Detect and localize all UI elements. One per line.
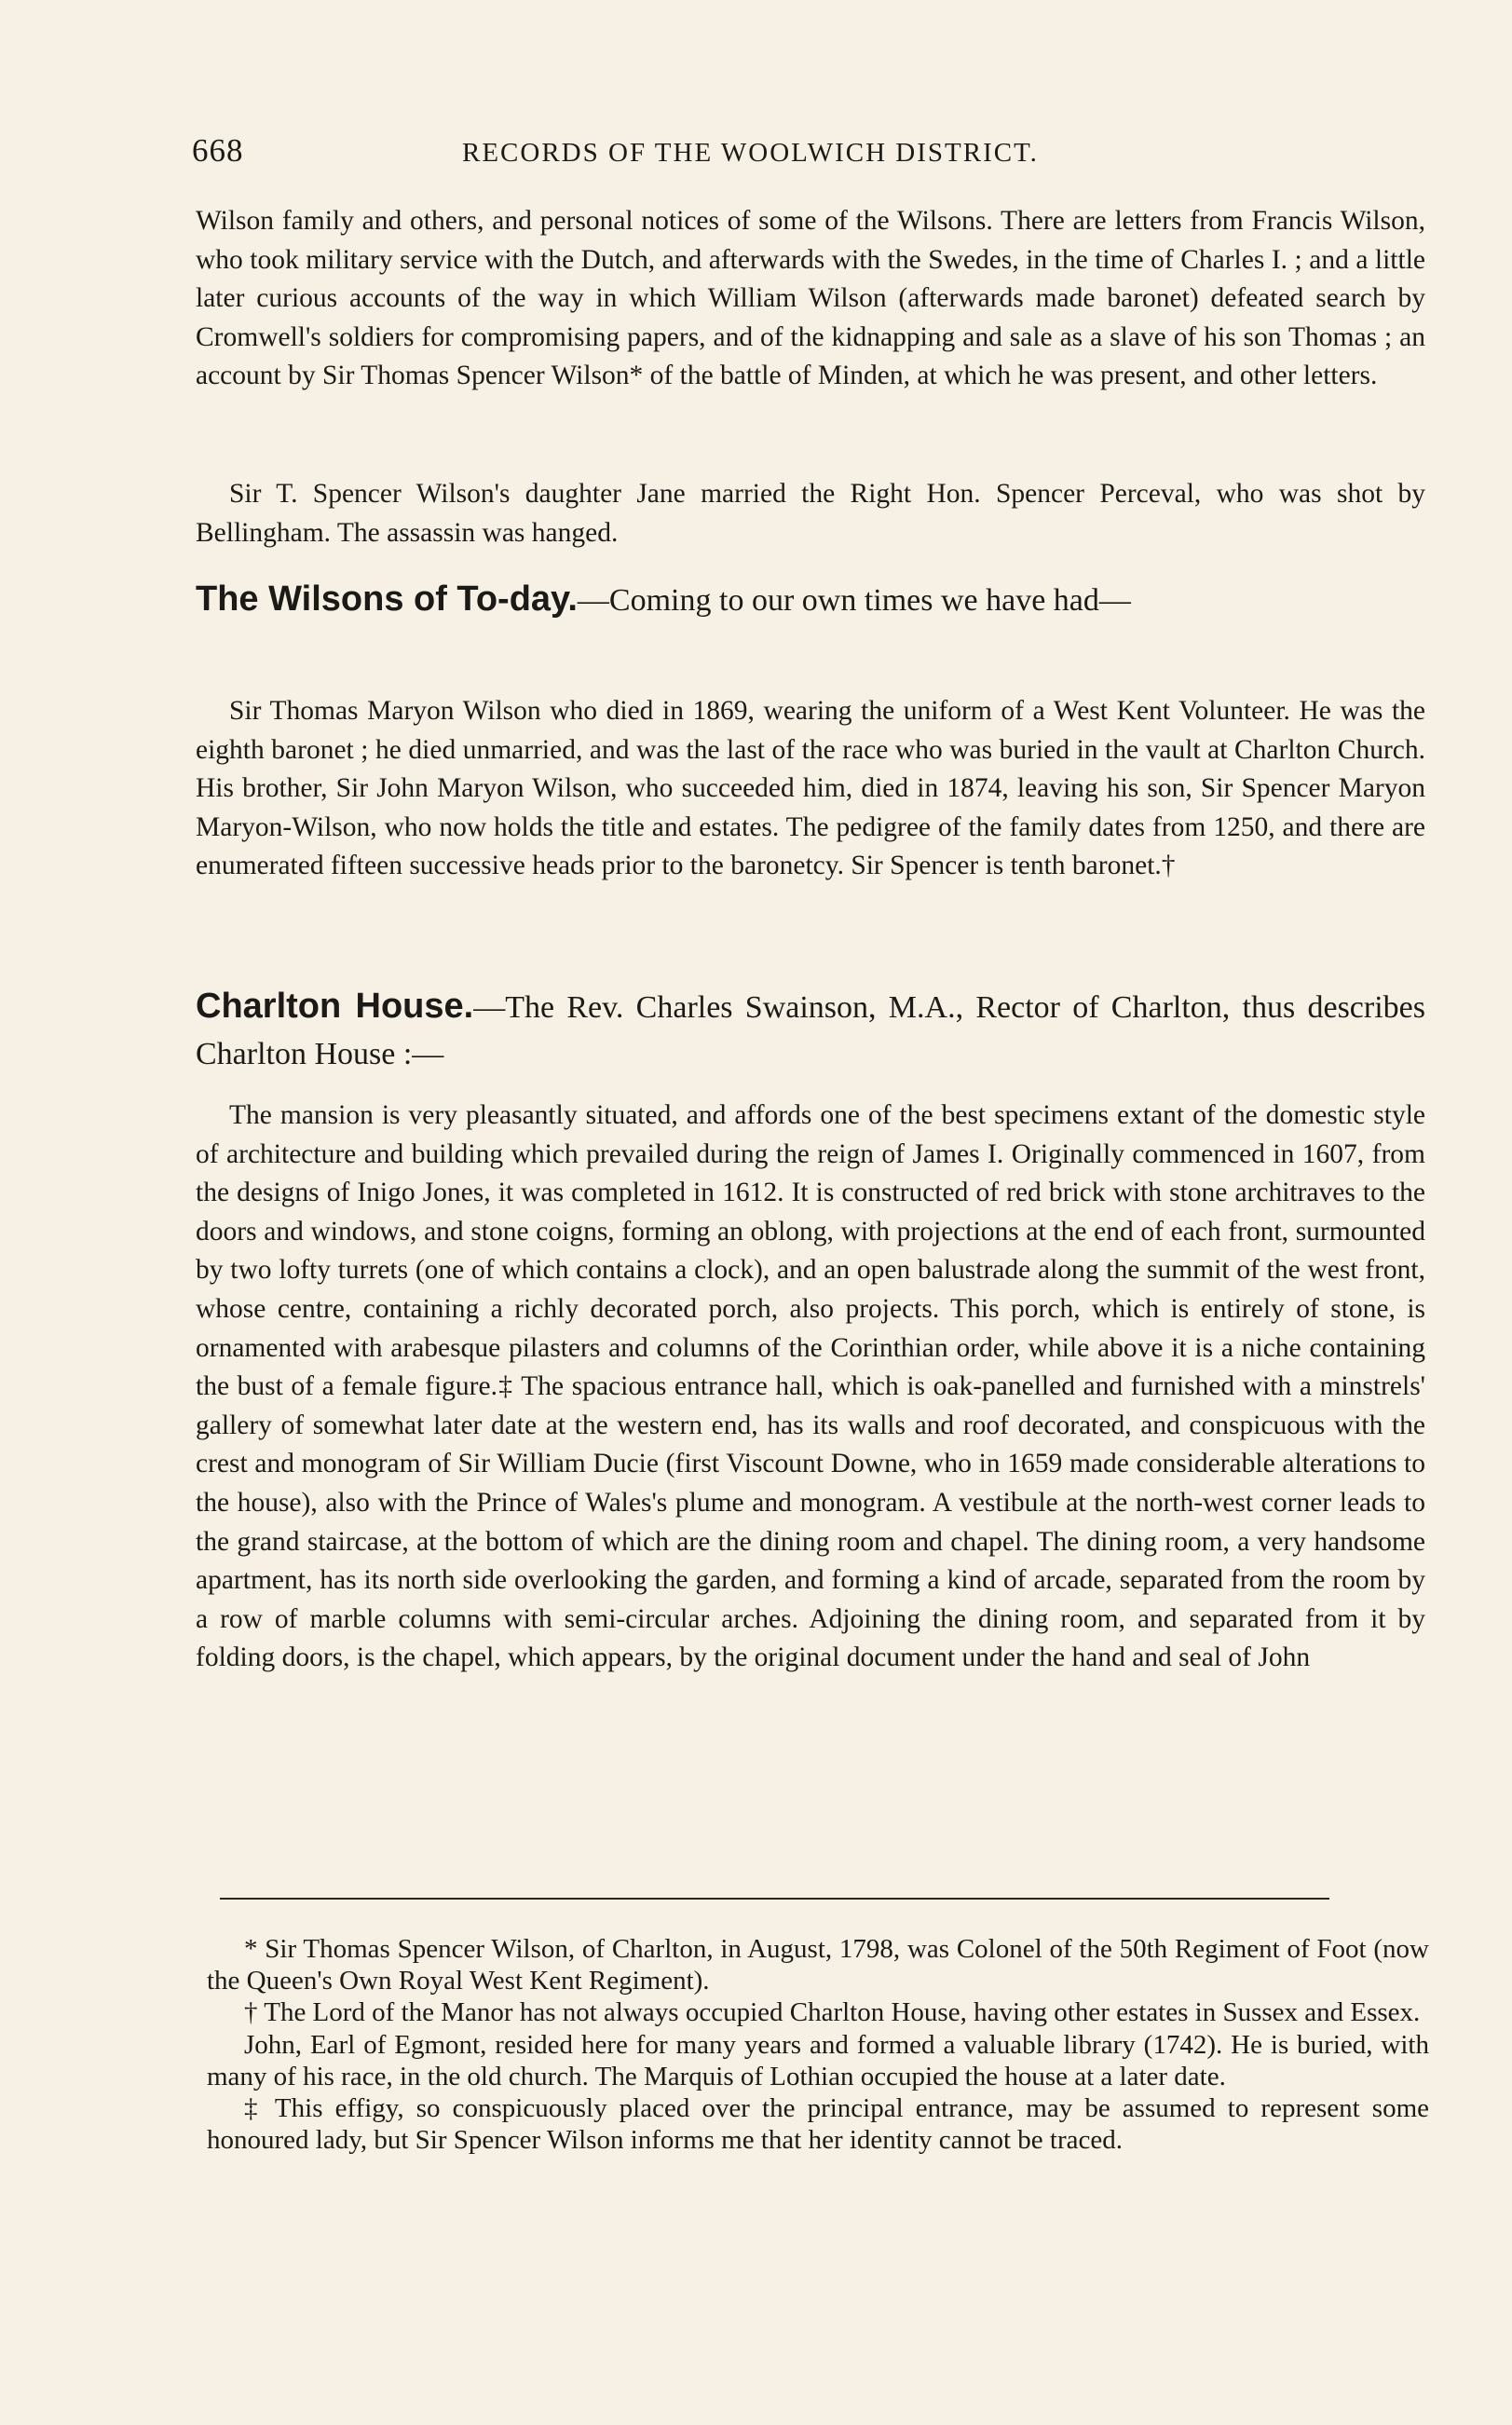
section-heading-charlton-house bbox=[196, 983, 1425, 1078]
section-lead: —Coming to our own times we have had— bbox=[577, 583, 1131, 618]
paragraph-text: Sir Thomas Maryon Wilson who died in 1869, wearing the uniform of a West Kent Volunteer. He was the eighth baronet ; he died unmarried, and was the last of the race who was buried in the vault at Charlton Church. His brother, Sir John Maryon Wilson, who succeeded him, died in 1874, leaving his son, Sir Spencer Maryon Maryon-Wilson, who now holds the title and estates. The pedigree of the family dates from 1250, and there are enumerated fifteen successive heads prior to the baronetcy. Sir Spencer is tenth baronet.† bbox=[196, 696, 1425, 881]
paragraph-perceval bbox=[196, 475, 1425, 552]
running-head: RECORDS OF THE WOOLWICH DISTRICT. bbox=[462, 138, 1039, 168]
footnote-2: † The Lord of the Manor has not always occupied Charlton House, having other estates in Sussex and Essex. bbox=[244, 1997, 1421, 2028]
paragraph-wilson-family bbox=[196, 202, 1425, 396]
section-title: Charlton House. bbox=[196, 987, 474, 1026]
paragraph-mansion-description bbox=[196, 1097, 1425, 1678]
footnotes bbox=[207, 1933, 1429, 2156]
footnote-divider bbox=[220, 1898, 1329, 1900]
section-title: The Wilsons of To-day. bbox=[196, 579, 578, 619]
page-number: 668 bbox=[192, 132, 244, 169]
paragraph-maryon-wilson bbox=[196, 692, 1425, 886]
footnote-4: ‡ This effigy, so conspicuously placed over the principal entrance, may be assumed to represent some honoured lady, but Sir Spencer Wilson informs me that her identity cannot be traced. bbox=[207, 2093, 1429, 2156]
page-header bbox=[192, 132, 1426, 179]
paragraph-text: Wilson family and others, and personal notices of some of the Wilsons. There are letters from Francis Wilson, who took military service with the Dutch, and afterwards with the Swedes, in the time of Charles I. ; and a little later curious accounts of the way in which William Wilson (afterwards made baronet) defeated search by Cromwell's soldiers for compromising papers, and of the kidnapping and sale as a slave of his son Thomas ; an account by Sir Thomas Spencer Wilson* of the battle of Minden, at which he was present, and other letters. bbox=[196, 206, 1425, 391]
section-heading-wilsons-today bbox=[196, 576, 1425, 624]
footnote-3: John, Earl of Egmont, resided here for many years and formed a valuable library (1742). He is buried, with many of his race, in the old church. The Marquis of Lothian occupied the house at a later date. bbox=[207, 2029, 1429, 2091]
paragraph-text: The mansion is very pleasantly situated, and affords one of the best specimens extant of the domestic style of architecture and building which prevailed during the reign of James I. Originally commenced in 1607, from the designs of Inigo Jones, it was completed in 1612. It is constructed of red brick with stone architraves to the doors and windows, and stone coigns, forming an oblong, with projections at the end of each front, surmounted by two lofty turrets (one of which contains a clock), and an open balustrade along the summit of the west front, whose centre, containing a richly decorated porch, also projects. This porch, which is entirely of stone, is ornamented with arabesque pilasters and columns of the Corinthian order, while above it is a niche containing the bust of a female figure.‡ The spacious entrance hall, which is oak-panelled and furnished with a minstrels' gallery of somewhat later date at the western end, has its walls and roof decorated, and conspicuous with the crest and monogram of Sir William Ducie (first Viscount Downe, who in 1659 made considerable alterations to the house), also with the Prince of Wales's plume and monogram. A vestibule at the north-west corner leads to the grand staircase, at the bottom of which are the dining room and chapel. The dining room, a very handsome apartment, has its north side overlooking the garden, and forming a kind of arcade, separated from the room by a row of marble columns with semi-circular arches. Adjoining the dining room, and separated from it by folding doors, is the chapel, which appears, by the original document under the hand and seal of John bbox=[196, 1100, 1425, 1673]
paragraph-text: Sir T. Spencer Wilson's daughter Jane married the Right Hon. Spencer Perceval, who was shot by Bellingham. The assassin was hanged. bbox=[196, 479, 1425, 548]
footnote-1: * Sir Thomas Spencer Wilson, of Charlton, in August, 1798, was Colonel of the 50th Regiment of Foot (now the Queen's Own Royal West Kent Regiment). bbox=[207, 1934, 1429, 1996]
section-lead: —The Rev. Charles Swainson, M.A., Rector of Charlton, thus describes Charlton House :— bbox=[196, 990, 1425, 1071]
